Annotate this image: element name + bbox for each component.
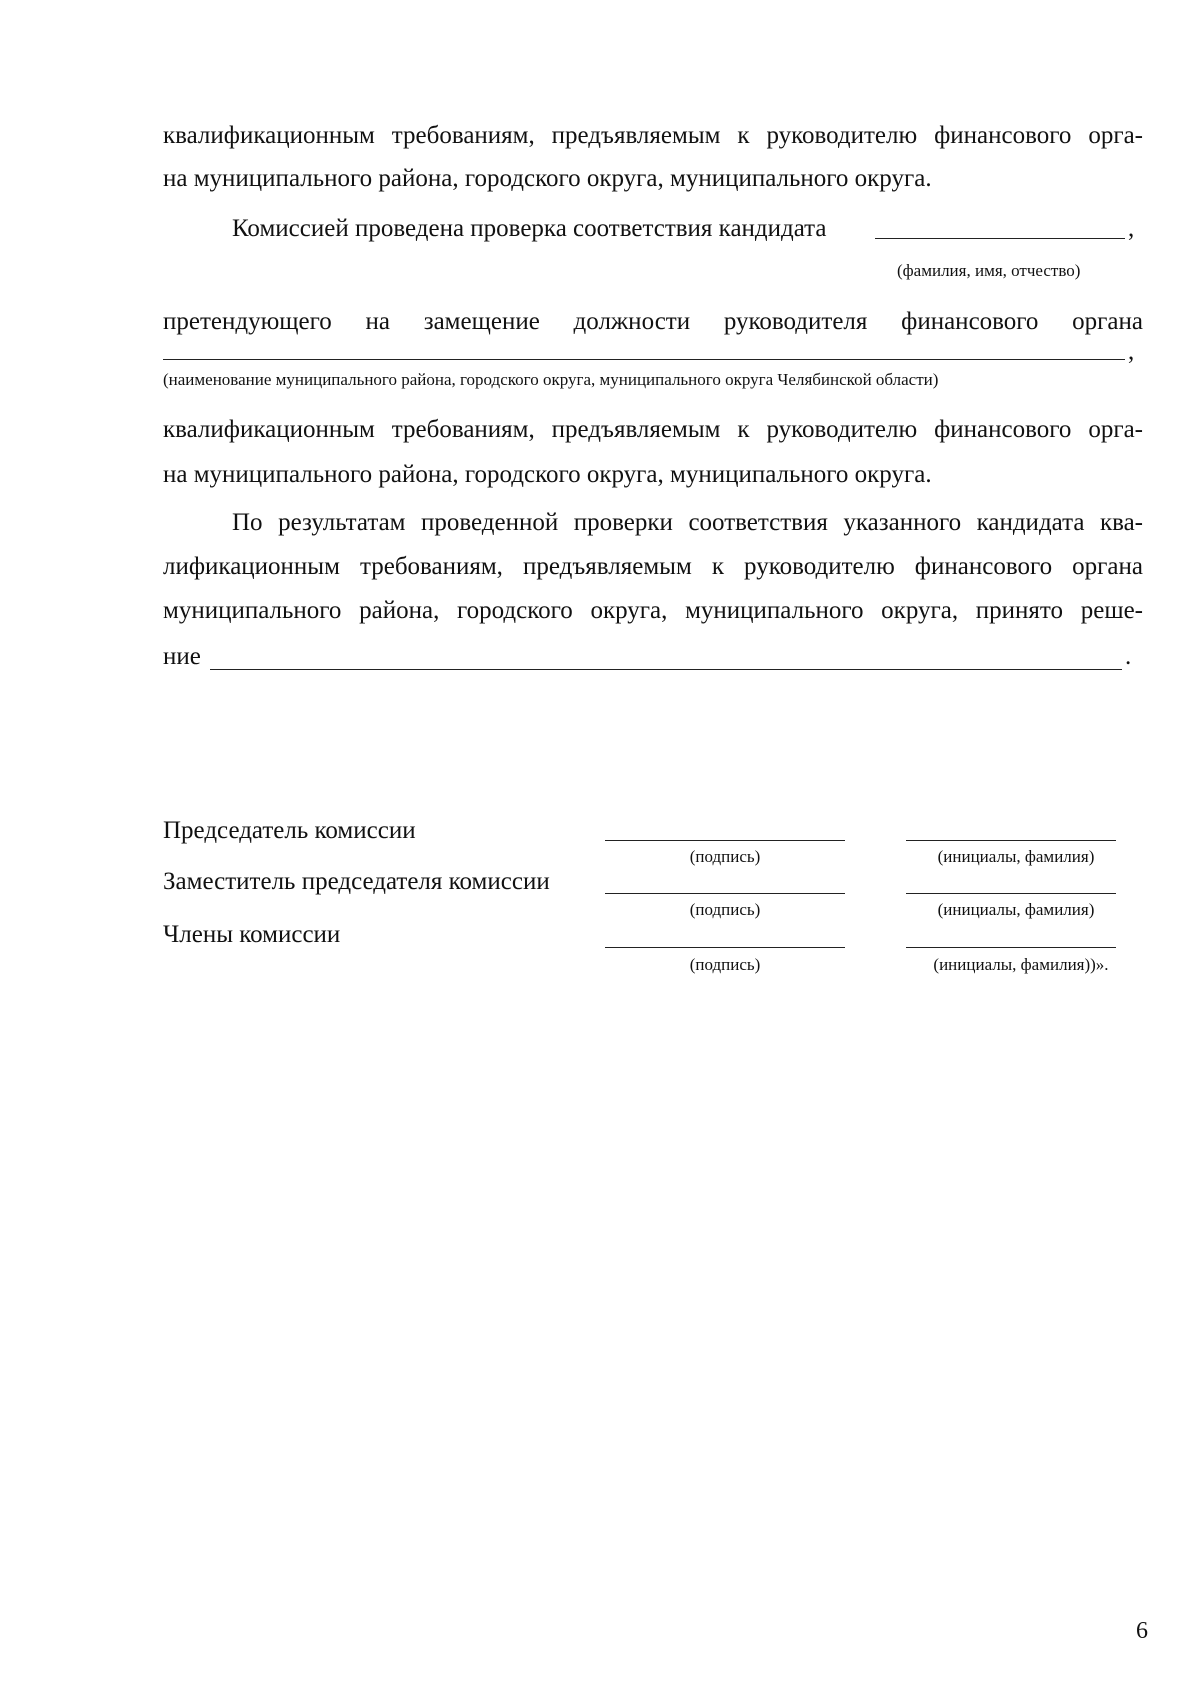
paragraph-2-text: Комиссией проведена проверка соответствия кандидата bbox=[232, 215, 827, 242]
paragraph-4-line-1: квалификационным требованиям, предъявляемым к руководителю финансового орга- bbox=[163, 416, 1143, 443]
signature-caption-deputy: (подпись) bbox=[689, 900, 761, 919]
caption-fio: (фамилия, имя, отчество) bbox=[897, 261, 1081, 280]
paragraph-5-period: . bbox=[1125, 643, 1132, 670]
name-line-deputy bbox=[906, 893, 1116, 894]
signature-line-deputy bbox=[605, 893, 845, 894]
paragraph-5-line-4: ние bbox=[163, 643, 201, 670]
candidate-name-blank bbox=[875, 238, 1125, 239]
paragraph-5-line-3: муниципального района, городского округа, муниципального округа, принято реше- bbox=[163, 597, 1143, 624]
paragraph-5-line-1: По результатам проведенной проверки соответствия указанного кандидата ква- bbox=[232, 509, 1143, 536]
signature-line-chairman bbox=[605, 840, 845, 841]
paragraph-4-line-2: на муниципального района, городского округа, муниципального округа. bbox=[163, 461, 932, 488]
paragraph-5-line-2: лификационным требованиям, предъявляемым к руководителю финансового органа bbox=[163, 553, 1143, 580]
signature-role-chairman: Председатель комиссии bbox=[163, 817, 416, 844]
paragraph-1-line-2: на муниципального района, городского округа, муниципального округа. bbox=[163, 165, 932, 192]
caption-municipality: (наименование муниципального района, городского округа, муниципального округа Челябинской области) bbox=[163, 370, 939, 389]
signature-caption-chairman: (подпись) bbox=[689, 847, 761, 866]
municipality-blank bbox=[163, 359, 1125, 360]
name-line-members bbox=[906, 947, 1116, 948]
name-caption-chairman: (инициалы, фамилия) bbox=[937, 847, 1095, 866]
paragraph-2-comma: , bbox=[1128, 215, 1135, 242]
signature-role-deputy: Заместитель председателя комиссии bbox=[163, 868, 550, 895]
signature-role-members: Члены комиссии bbox=[163, 921, 341, 948]
decision-blank bbox=[210, 669, 1122, 670]
paragraph-3-comma: , bbox=[1128, 338, 1135, 365]
paragraph-1-line-1: квалификационным требованиям, предъявляемым к руководителю финансового орга- bbox=[163, 122, 1143, 149]
name-line-chairman bbox=[906, 840, 1116, 841]
signature-line-members bbox=[605, 947, 845, 948]
paragraph-3-line-1: претендующего на замещение должности руководителя финансового органа bbox=[163, 308, 1143, 335]
name-caption-members: (инициалы, фамилия))». bbox=[933, 955, 1109, 974]
name-caption-deputy: (инициалы, фамилия) bbox=[937, 900, 1095, 919]
page-number: 6 bbox=[1136, 1618, 1148, 1644]
signature-caption-members: (подпись) bbox=[689, 955, 761, 974]
